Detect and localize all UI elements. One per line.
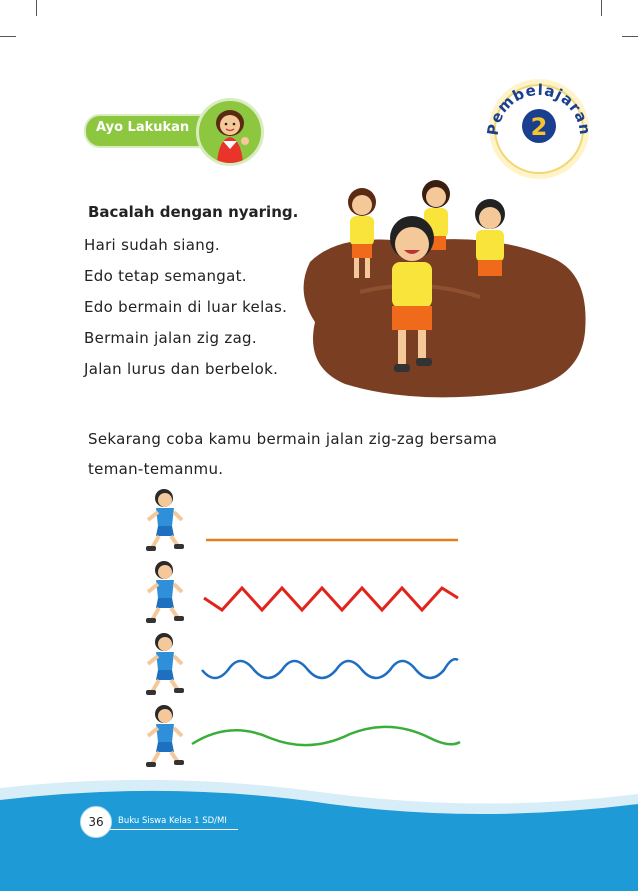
reading-line: Hari sudah siang. bbox=[84, 236, 220, 254]
lesson-number: 2 bbox=[530, 113, 548, 141]
book-title: Buku Siswa Kelas 1 SD/MI bbox=[118, 816, 227, 826]
activity-instruction-line1: Sekarang coba kamu bermain jalan zig-zag bersama bbox=[88, 430, 498, 448]
crop-mark bbox=[622, 36, 638, 37]
reading-line: Edo bermain di luar kelas. bbox=[84, 298, 288, 316]
lesson-word: Pembelajaran bbox=[484, 80, 594, 137]
reading-line: Edo tetap semangat. bbox=[84, 267, 247, 285]
children-playing-illustration bbox=[300, 172, 600, 408]
runner-icon-2 bbox=[146, 561, 184, 623]
girl-avatar bbox=[196, 98, 264, 166]
crop-mark bbox=[601, 0, 602, 16]
reading-instruction: Bacalah dengan nyaring. bbox=[88, 203, 299, 221]
path-activity bbox=[140, 486, 480, 776]
runner-icon-4 bbox=[146, 705, 184, 767]
activity-instruction-line2: teman-temanmu. bbox=[88, 460, 224, 478]
footer-rule bbox=[110, 829, 238, 830]
zigzag-path bbox=[204, 588, 458, 610]
badge-label: Ayo Lakukan bbox=[96, 120, 190, 135]
runner-icon-3 bbox=[146, 633, 184, 695]
wave-path bbox=[192, 727, 460, 745]
ayo-lakukan-badge bbox=[84, 110, 256, 150]
lesson-emblem bbox=[484, 74, 594, 184]
crop-mark bbox=[36, 0, 37, 16]
curvy-path bbox=[202, 659, 458, 678]
reading-line: Jalan lurus dan berbelok. bbox=[84, 360, 279, 378]
crop-mark bbox=[0, 36, 16, 37]
runner-icon-1 bbox=[146, 489, 184, 551]
reading-line: Bermain jalan zig zag. bbox=[84, 329, 257, 347]
page-number: 36 bbox=[80, 806, 112, 838]
